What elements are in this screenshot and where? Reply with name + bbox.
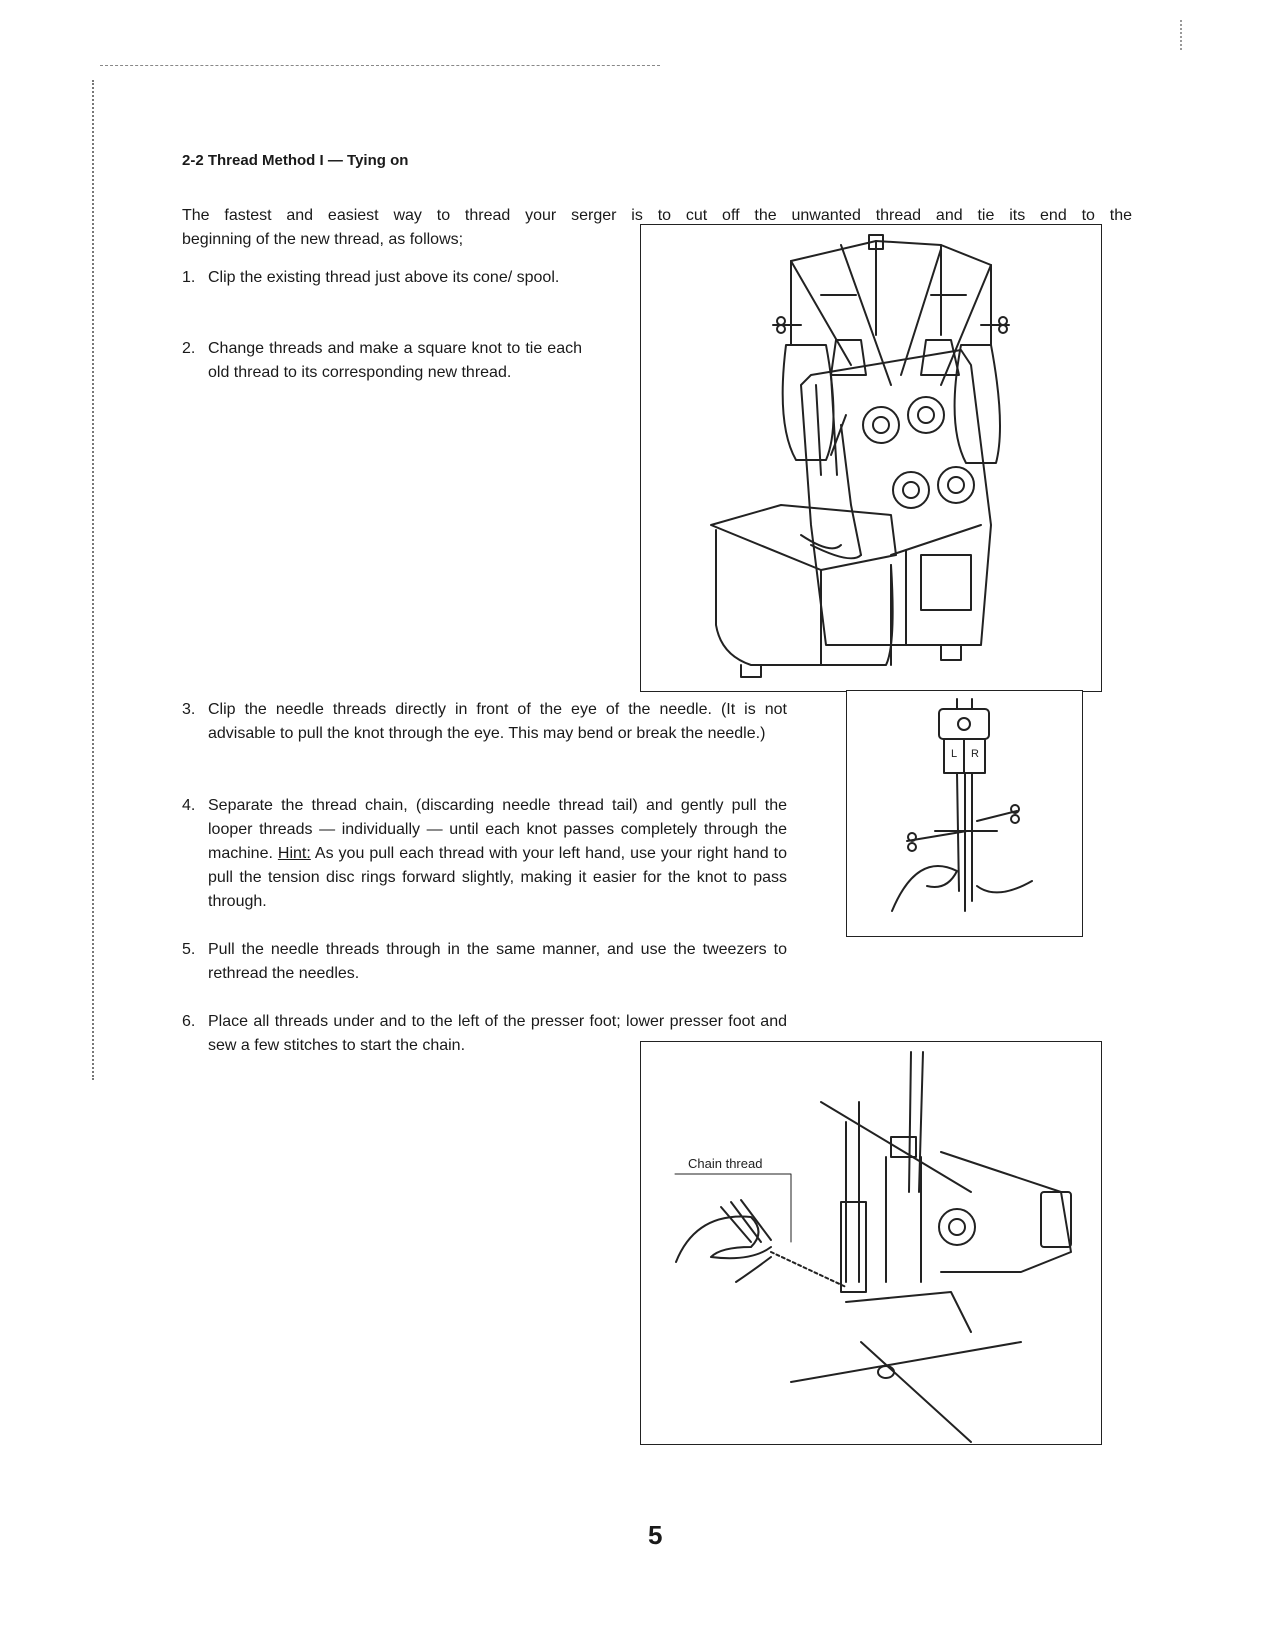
- hint-label: Hint:: [277, 845, 311, 862]
- step-5: [182, 938, 787, 986]
- step-2: [182, 337, 582, 385]
- step-number: 4.: [182, 797, 196, 814]
- step-number: 6.: [182, 1013, 196, 1030]
- scan-edge-top: [100, 65, 660, 66]
- intro-line-2: beginning of the new thread, as follows;: [182, 231, 464, 248]
- step-text: Change threads and make a square knot to tie each old thread to its corresponding new thread.: [208, 340, 582, 381]
- page-number: 5: [648, 1520, 663, 1550]
- step-number: 1.: [182, 269, 196, 286]
- needle-left-label: L: [951, 748, 958, 760]
- needle-figure: [846, 690, 1083, 937]
- step-number: 2.: [182, 340, 196, 357]
- step-text: Place all threads under and to the left of the presser foot; lower presser foot and sew a few stitches to start the chain.: [208, 1013, 787, 1054]
- scan-edge-left: [92, 80, 94, 1080]
- chain-thread-label: Chain thread: [688, 1156, 763, 1171]
- scan-mark: [1180, 20, 1182, 50]
- intro-line-1: The fastest and easiest way to thread your serger is to cut off the unwanted thread and tie its end to the: [182, 207, 1132, 224]
- step-text: Clip the existing thread just above its cone/ spool.: [208, 269, 560, 286]
- chain-thread-illustration: [641, 1042, 1101, 1444]
- step-4: [182, 794, 787, 914]
- needle-illustration: [847, 691, 1082, 936]
- step-text: [182, 794, 787, 914]
- serger-machine-illustration: [641, 225, 1101, 691]
- step-number: 5.: [182, 941, 196, 958]
- section-title: 2-2 Thread Method I — Tying on: [182, 152, 409, 169]
- step-text-part: Separate the thread chain, (discarding needle thread tail) and gently pull the looper threads — individually — until each knot passes completely through the machine.: [208, 797, 787, 862]
- chain-thread-figure: [640, 1041, 1102, 1445]
- serger-machine-figure: [640, 224, 1102, 692]
- step-3: [182, 698, 787, 746]
- needle-right-label: R: [971, 748, 979, 760]
- step-text-part: As you pull each thread with your left hand, use your right hand to pull the tension disc rings forward slightly, making it easier for the knot to pass through.: [208, 845, 787, 910]
- step-text: Clip the needle threads directly in front of the eye of the needle. (It is not advisable to pull the knot through the eye. This may bend or break the needle.): [208, 701, 787, 742]
- step-text: Pull the needle threads through in the same manner, and use the tweezers to rethread the needles.: [208, 941, 787, 982]
- step-1: [182, 266, 582, 290]
- step-number: 3.: [182, 701, 196, 718]
